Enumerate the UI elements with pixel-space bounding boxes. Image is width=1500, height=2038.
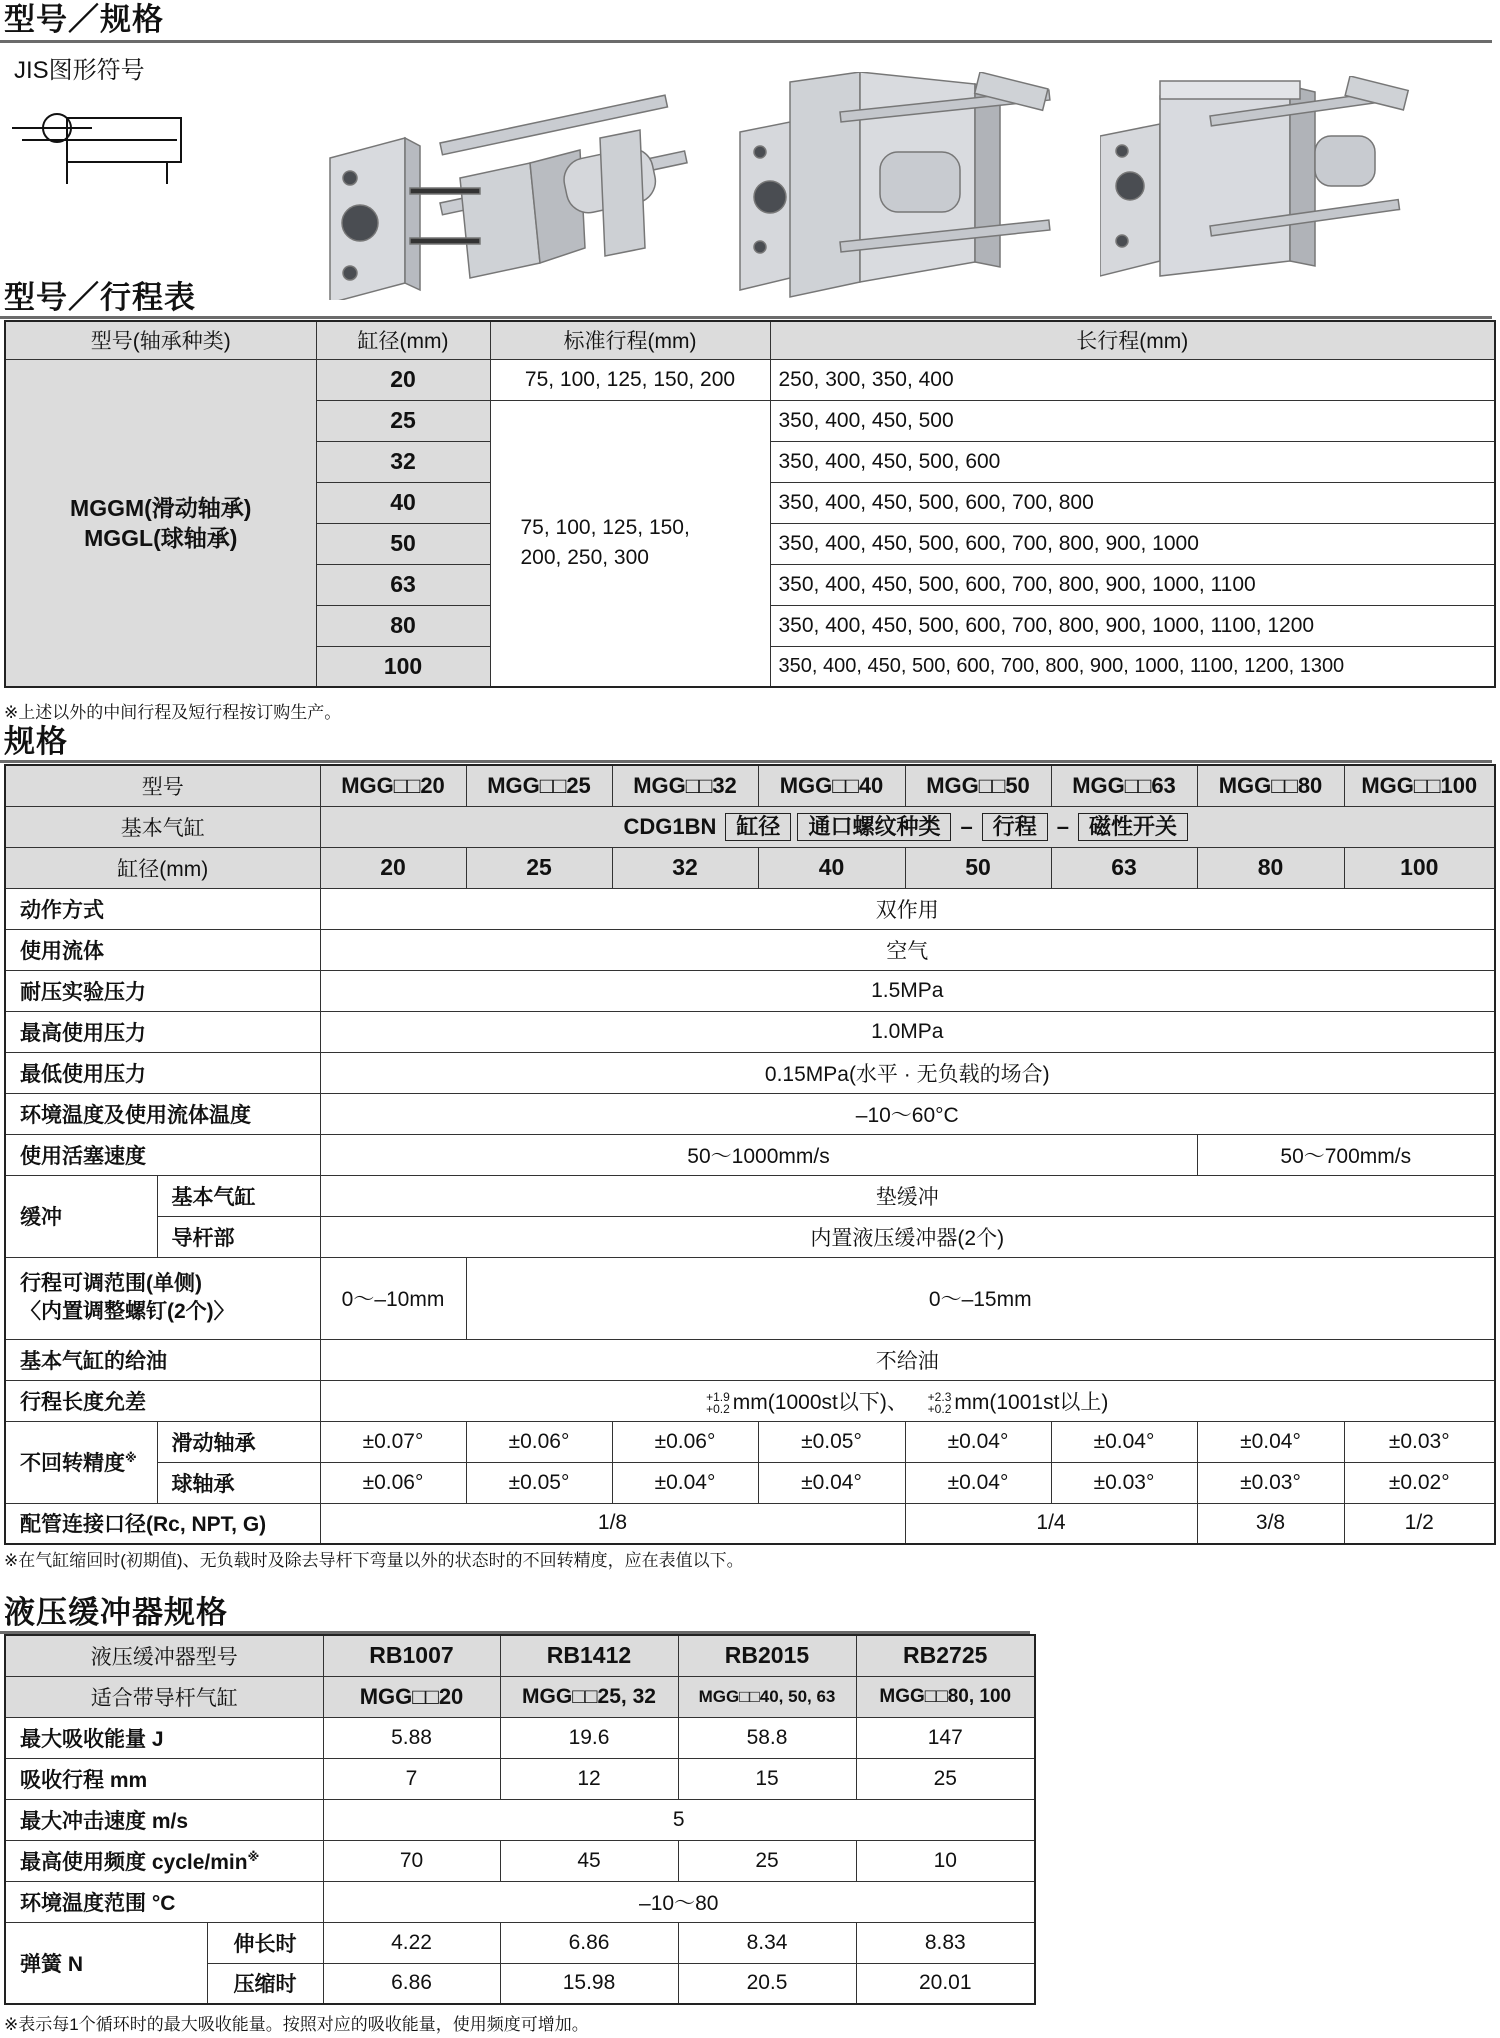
spec-model: MGG□□80 bbox=[1197, 765, 1344, 806]
max-pressure-value: 1.0MPa bbox=[320, 1011, 1495, 1052]
fit-cylinder: MGG□□25, 32 bbox=[500, 1676, 678, 1717]
bore-value: 80 bbox=[1197, 847, 1344, 888]
base-cyl-box-port: 通口螺纹种类 bbox=[797, 813, 951, 841]
proof-pressure-label: 耐压实验压力 bbox=[5, 970, 320, 1011]
port-size-label: 配管连接口径(Rc, NPT, G) bbox=[5, 1503, 320, 1544]
bore-value: 32 bbox=[612, 847, 758, 888]
slide-value: ±0.06° bbox=[466, 1421, 612, 1462]
model-line-2: MGGL(球轴承) bbox=[84, 524, 238, 551]
product-image-1 bbox=[310, 68, 690, 300]
slide-value: ±0.03° bbox=[1344, 1421, 1495, 1462]
fit-cylinder: MGG□□20 bbox=[323, 1676, 500, 1717]
piston-speed-value-a: 50～1000mm/s bbox=[320, 1134, 1197, 1175]
absorb-stroke-value: 25 bbox=[856, 1758, 1035, 1799]
spring-label: 弹簧 N bbox=[5, 1922, 207, 2004]
spring-compressed-label: 压缩时 bbox=[207, 1963, 323, 2004]
stroke-table-note: ※上述以外的中间行程及短行程按订购生产。 bbox=[4, 703, 342, 722]
tolerance-text-2: mm(1001st以上) bbox=[954, 1390, 1109, 1414]
long-stroke-cell: 250, 300, 350, 400 bbox=[770, 359, 1495, 400]
spring-extended-value: 8.34 bbox=[678, 1922, 856, 1963]
nonrotation-label bbox=[5, 1421, 157, 1503]
tolerance-lower: +0.2 bbox=[706, 1401, 730, 1416]
max-frequency-value: 45 bbox=[500, 1840, 678, 1881]
max-frequency-label bbox=[5, 1840, 323, 1881]
spec-model: MGG□□25 bbox=[466, 765, 612, 806]
section-rule bbox=[0, 40, 1492, 43]
jis-symbol-label: JIS图形符号 bbox=[14, 57, 145, 84]
max-energy-value: 5.88 bbox=[323, 1717, 500, 1758]
tolerance-fraction-1 bbox=[706, 1391, 730, 1415]
adjust-range-label-1: 行程可调范围(单侧) bbox=[20, 1272, 202, 1295]
section-title-specs: 规格 bbox=[4, 724, 68, 759]
spec-model: MGG□□20 bbox=[320, 765, 466, 806]
header-bore: 缸径(mm) bbox=[316, 321, 490, 359]
tolerance-upper: +1.9 bbox=[706, 1389, 730, 1404]
adjust-range-value-a: 0～–10mm bbox=[320, 1257, 466, 1339]
ball-value: ±0.03° bbox=[1197, 1462, 1344, 1503]
base-cyl-box-stroke: 行程 bbox=[982, 813, 1048, 841]
max-pressure-label: 最高使用压力 bbox=[5, 1011, 320, 1052]
bore-cell: 50 bbox=[316, 523, 490, 564]
bore-cell: 80 bbox=[316, 605, 490, 646]
spring-extended-label: 伸长时 bbox=[207, 1922, 323, 1963]
spec-model: MGG□□50 bbox=[905, 765, 1051, 806]
temp-range-value: –10～80 bbox=[323, 1881, 1035, 1922]
max-frequency-label-text: 最高使用频度 cycle/min bbox=[20, 1850, 248, 1874]
fluid-value: 空气 bbox=[320, 929, 1495, 970]
bore-value: 100 bbox=[1344, 847, 1495, 888]
bore-cell: 25 bbox=[316, 400, 490, 441]
action-value: 双作用 bbox=[320, 888, 1495, 929]
base-cyl-prefix: CDG1BN bbox=[623, 813, 717, 839]
min-pressure-label: 最低使用压力 bbox=[5, 1052, 320, 1093]
max-frequency-value: 70 bbox=[323, 1840, 500, 1881]
fit-cylinder: MGG□□80, 100 bbox=[856, 1676, 1035, 1717]
jis-cylinder-symbol bbox=[12, 96, 182, 191]
base-cyl-box-switch: 磁性开关 bbox=[1078, 813, 1188, 841]
tolerance-text-1: mm(1000st以下)、 bbox=[732, 1390, 908, 1414]
slide-value: ±0.04° bbox=[1197, 1421, 1344, 1462]
base-cyl-dash: – bbox=[1056, 813, 1069, 839]
ball-value: ±0.05° bbox=[466, 1462, 612, 1503]
spring-extended-value: 8.83 bbox=[856, 1922, 1035, 1963]
slide-value: ±0.04° bbox=[905, 1421, 1051, 1462]
absorb-stroke-value: 7 bbox=[323, 1758, 500, 1799]
max-frequency-mark: ※ bbox=[247, 1849, 260, 1864]
spec-model: MGG□□40 bbox=[758, 765, 905, 806]
long-stroke-cell: 350, 400, 450, 500, 600 bbox=[770, 441, 1495, 482]
adjust-range-label bbox=[5, 1257, 320, 1339]
section-rule bbox=[0, 316, 1492, 319]
max-frequency-value: 10 bbox=[856, 1840, 1035, 1881]
cushion-rod-label: 导杆部 bbox=[157, 1216, 320, 1257]
spec-table bbox=[4, 764, 1496, 1545]
ball-bearing-label: 球轴承 bbox=[157, 1462, 320, 1503]
spec-model: MGG□□63 bbox=[1051, 765, 1197, 806]
long-stroke-cell: 350, 400, 450, 500, 600, 700, 800, 900, 1000 bbox=[770, 523, 1495, 564]
base-cyl-dash: – bbox=[960, 813, 973, 839]
spec-model: MGG□□100 bbox=[1344, 765, 1495, 806]
ball-value: ±0.03° bbox=[1051, 1462, 1197, 1503]
action-label: 动作方式 bbox=[5, 888, 320, 929]
temperature-value: –10～60°C bbox=[320, 1093, 1495, 1134]
header-model: 型号(轴承种类) bbox=[5, 321, 316, 359]
section-rule bbox=[0, 760, 1492, 763]
slide-bearing-label: 滑动轴承 bbox=[157, 1421, 320, 1462]
long-stroke-cell: 350, 400, 450, 500, 600, 700, 800, 900, 1000, 1100, 1200 bbox=[770, 605, 1495, 646]
section-title-stroke-table: 型号／行程表 bbox=[4, 280, 196, 315]
std-stroke-cell: 75, 100, 125, 150, 200 bbox=[490, 359, 770, 400]
model-line-1: MGGM(滑动轴承) bbox=[70, 494, 252, 521]
bore-cell: 40 bbox=[316, 482, 490, 523]
product-image-3 bbox=[1100, 76, 1420, 286]
stroke-tolerance-value bbox=[320, 1380, 1495, 1421]
spec-table-note: ※在气缸缩回时(初期值)、无负载时及除去导杆下弯量以外的状态时的不回转精度，应在表值以下。 bbox=[4, 1551, 744, 1570]
min-pressure-value: 0.15MPa(水平 · 无负载的场合) bbox=[320, 1052, 1495, 1093]
max-energy-value: 58.8 bbox=[678, 1717, 856, 1758]
stroke-table bbox=[4, 320, 1496, 688]
spring-extended-value: 6.86 bbox=[500, 1922, 678, 1963]
spring-compressed-value: 6.86 bbox=[323, 1963, 500, 2004]
spring-compressed-value: 20.01 bbox=[856, 1963, 1035, 2004]
fit-cylinder-label: 适合带导杆气缸 bbox=[5, 1676, 323, 1717]
max-energy-value: 19.6 bbox=[500, 1717, 678, 1758]
long-stroke-cell: 350, 400, 450, 500, 600, 700, 800, 900, 1000, 1100, 1200, 1300 bbox=[770, 646, 1495, 687]
ball-value: ±0.04° bbox=[905, 1462, 1051, 1503]
shock-table-note: ※表示每1个循环时的最大吸收能量。按照对应的吸收能量，使用频度可增加。 bbox=[4, 2015, 589, 2034]
shock-model: RB2015 bbox=[678, 1635, 856, 1676]
std-stroke-cell-merged bbox=[490, 400, 770, 687]
temp-range-label: 环境温度范围 °C bbox=[5, 1881, 323, 1922]
section-title-shock-absorber: 液压缓冲器规格 bbox=[4, 1595, 228, 1630]
cushion-label: 缓冲 bbox=[5, 1175, 157, 1257]
product-image-2 bbox=[730, 72, 1060, 302]
port-size-value: 1/8 bbox=[320, 1503, 905, 1544]
stroke-tolerance-label: 行程长度允差 bbox=[5, 1380, 320, 1421]
tolerance-upper: +2.3 bbox=[927, 1389, 952, 1404]
absorb-stroke-value: 12 bbox=[500, 1758, 678, 1799]
shock-model: RB1412 bbox=[500, 1635, 678, 1676]
bore-value: 25 bbox=[466, 847, 612, 888]
long-stroke-cell: 350, 400, 450, 500, 600, 700, 800 bbox=[770, 482, 1495, 523]
absorb-stroke-label: 吸收行程 mm bbox=[5, 1758, 323, 1799]
long-stroke-cell: 350, 400, 450, 500, 600, 700, 800, 900, 1000, 1100 bbox=[770, 564, 1495, 605]
tolerance-lower: +0.2 bbox=[927, 1401, 952, 1416]
shock-model: RB2725 bbox=[856, 1635, 1035, 1676]
slide-value: ±0.05° bbox=[758, 1421, 905, 1462]
slide-value: ±0.06° bbox=[612, 1421, 758, 1462]
long-stroke-cell: 350, 400, 450, 500 bbox=[770, 400, 1495, 441]
piston-speed-value-b: 50～700mm/s bbox=[1197, 1134, 1495, 1175]
std-stroke-line-2: 200, 250, 300 bbox=[520, 546, 649, 570]
header-std-stroke: 标准行程(mm) bbox=[490, 321, 770, 359]
adjust-range-value-b: 0～–15mm bbox=[466, 1257, 1495, 1339]
shock-model-label: 液压缓冲器型号 bbox=[5, 1635, 323, 1676]
ball-value: ±0.04° bbox=[612, 1462, 758, 1503]
fit-cylinder: MGG□□40, 50, 63 bbox=[678, 1676, 856, 1717]
max-frequency-value: 25 bbox=[678, 1840, 856, 1881]
shock-table bbox=[4, 1634, 1036, 2005]
max-impact-speed-label: 最大冲击速度 m/s bbox=[5, 1799, 323, 1840]
tolerance-fraction-2 bbox=[928, 1391, 952, 1415]
piston-speed-label: 使用活塞速度 bbox=[5, 1134, 320, 1175]
spring-extended-value: 4.22 bbox=[323, 1922, 500, 1963]
port-size-value: 3/8 bbox=[1197, 1503, 1344, 1544]
shock-model: RB1007 bbox=[323, 1635, 500, 1676]
bore-cell: 100 bbox=[316, 646, 490, 687]
header-long-stroke: 长行程(mm) bbox=[770, 321, 1495, 359]
base-cyl-box-bore: 缸径 bbox=[725, 813, 791, 841]
nonrotation-mark: ※ bbox=[125, 1451, 137, 1465]
port-size-value: 1/2 bbox=[1344, 1503, 1495, 1544]
cushion-base-value: 垫缓冲 bbox=[320, 1175, 1495, 1216]
temperature-label: 环境温度及使用流体温度 bbox=[5, 1093, 320, 1134]
spec-model-label: 型号 bbox=[5, 765, 320, 806]
lubrication-value: 不给油 bbox=[320, 1339, 1495, 1380]
cushion-rod-value: 内置液压缓冲器(2个) bbox=[320, 1216, 1495, 1257]
section-title-model-spec: 型号／规格 bbox=[4, 2, 164, 37]
bore-value: 20 bbox=[320, 847, 466, 888]
bore-value: 50 bbox=[905, 847, 1051, 888]
ball-value: ±0.06° bbox=[320, 1462, 466, 1503]
base-cyl-code bbox=[320, 806, 1495, 847]
model-cell bbox=[5, 359, 316, 687]
port-size-value: 1/4 bbox=[905, 1503, 1197, 1544]
bore-cell: 63 bbox=[316, 564, 490, 605]
std-stroke-line-1: 75, 100, 125, 150, bbox=[520, 516, 690, 540]
bore-label: 缸径(mm) bbox=[5, 847, 320, 888]
ball-value: ±0.04° bbox=[758, 1462, 905, 1503]
slide-value: ±0.04° bbox=[1051, 1421, 1197, 1462]
adjust-range-label-2: 〈内置调整螺钉(2个)〉 bbox=[20, 1300, 235, 1323]
ball-value: ±0.02° bbox=[1344, 1462, 1495, 1503]
bore-value: 63 bbox=[1051, 847, 1197, 888]
bore-cell: 32 bbox=[316, 441, 490, 482]
spring-compressed-value: 15.98 bbox=[500, 1963, 678, 2004]
cushion-base-label: 基本气缸 bbox=[157, 1175, 320, 1216]
fluid-label: 使用流体 bbox=[5, 929, 320, 970]
spec-model: MGG□□32 bbox=[612, 765, 758, 806]
absorb-stroke-value: 15 bbox=[678, 1758, 856, 1799]
bore-cell: 20 bbox=[316, 359, 490, 400]
bore-value: 40 bbox=[758, 847, 905, 888]
base-cyl-label: 基本气缸 bbox=[5, 806, 320, 847]
max-energy-label: 最大吸收能量 J bbox=[5, 1717, 323, 1758]
nonrotation-label-text: 不回转精度 bbox=[20, 1452, 125, 1475]
max-impact-speed-value: 5 bbox=[323, 1799, 1035, 1840]
proof-pressure-value: 1.5MPa bbox=[320, 970, 1495, 1011]
max-energy-value: 147 bbox=[856, 1717, 1035, 1758]
spring-compressed-value: 20.5 bbox=[678, 1963, 856, 2004]
lubrication-label: 基本气缸的给油 bbox=[5, 1339, 320, 1380]
slide-value: ±0.07° bbox=[320, 1421, 466, 1462]
